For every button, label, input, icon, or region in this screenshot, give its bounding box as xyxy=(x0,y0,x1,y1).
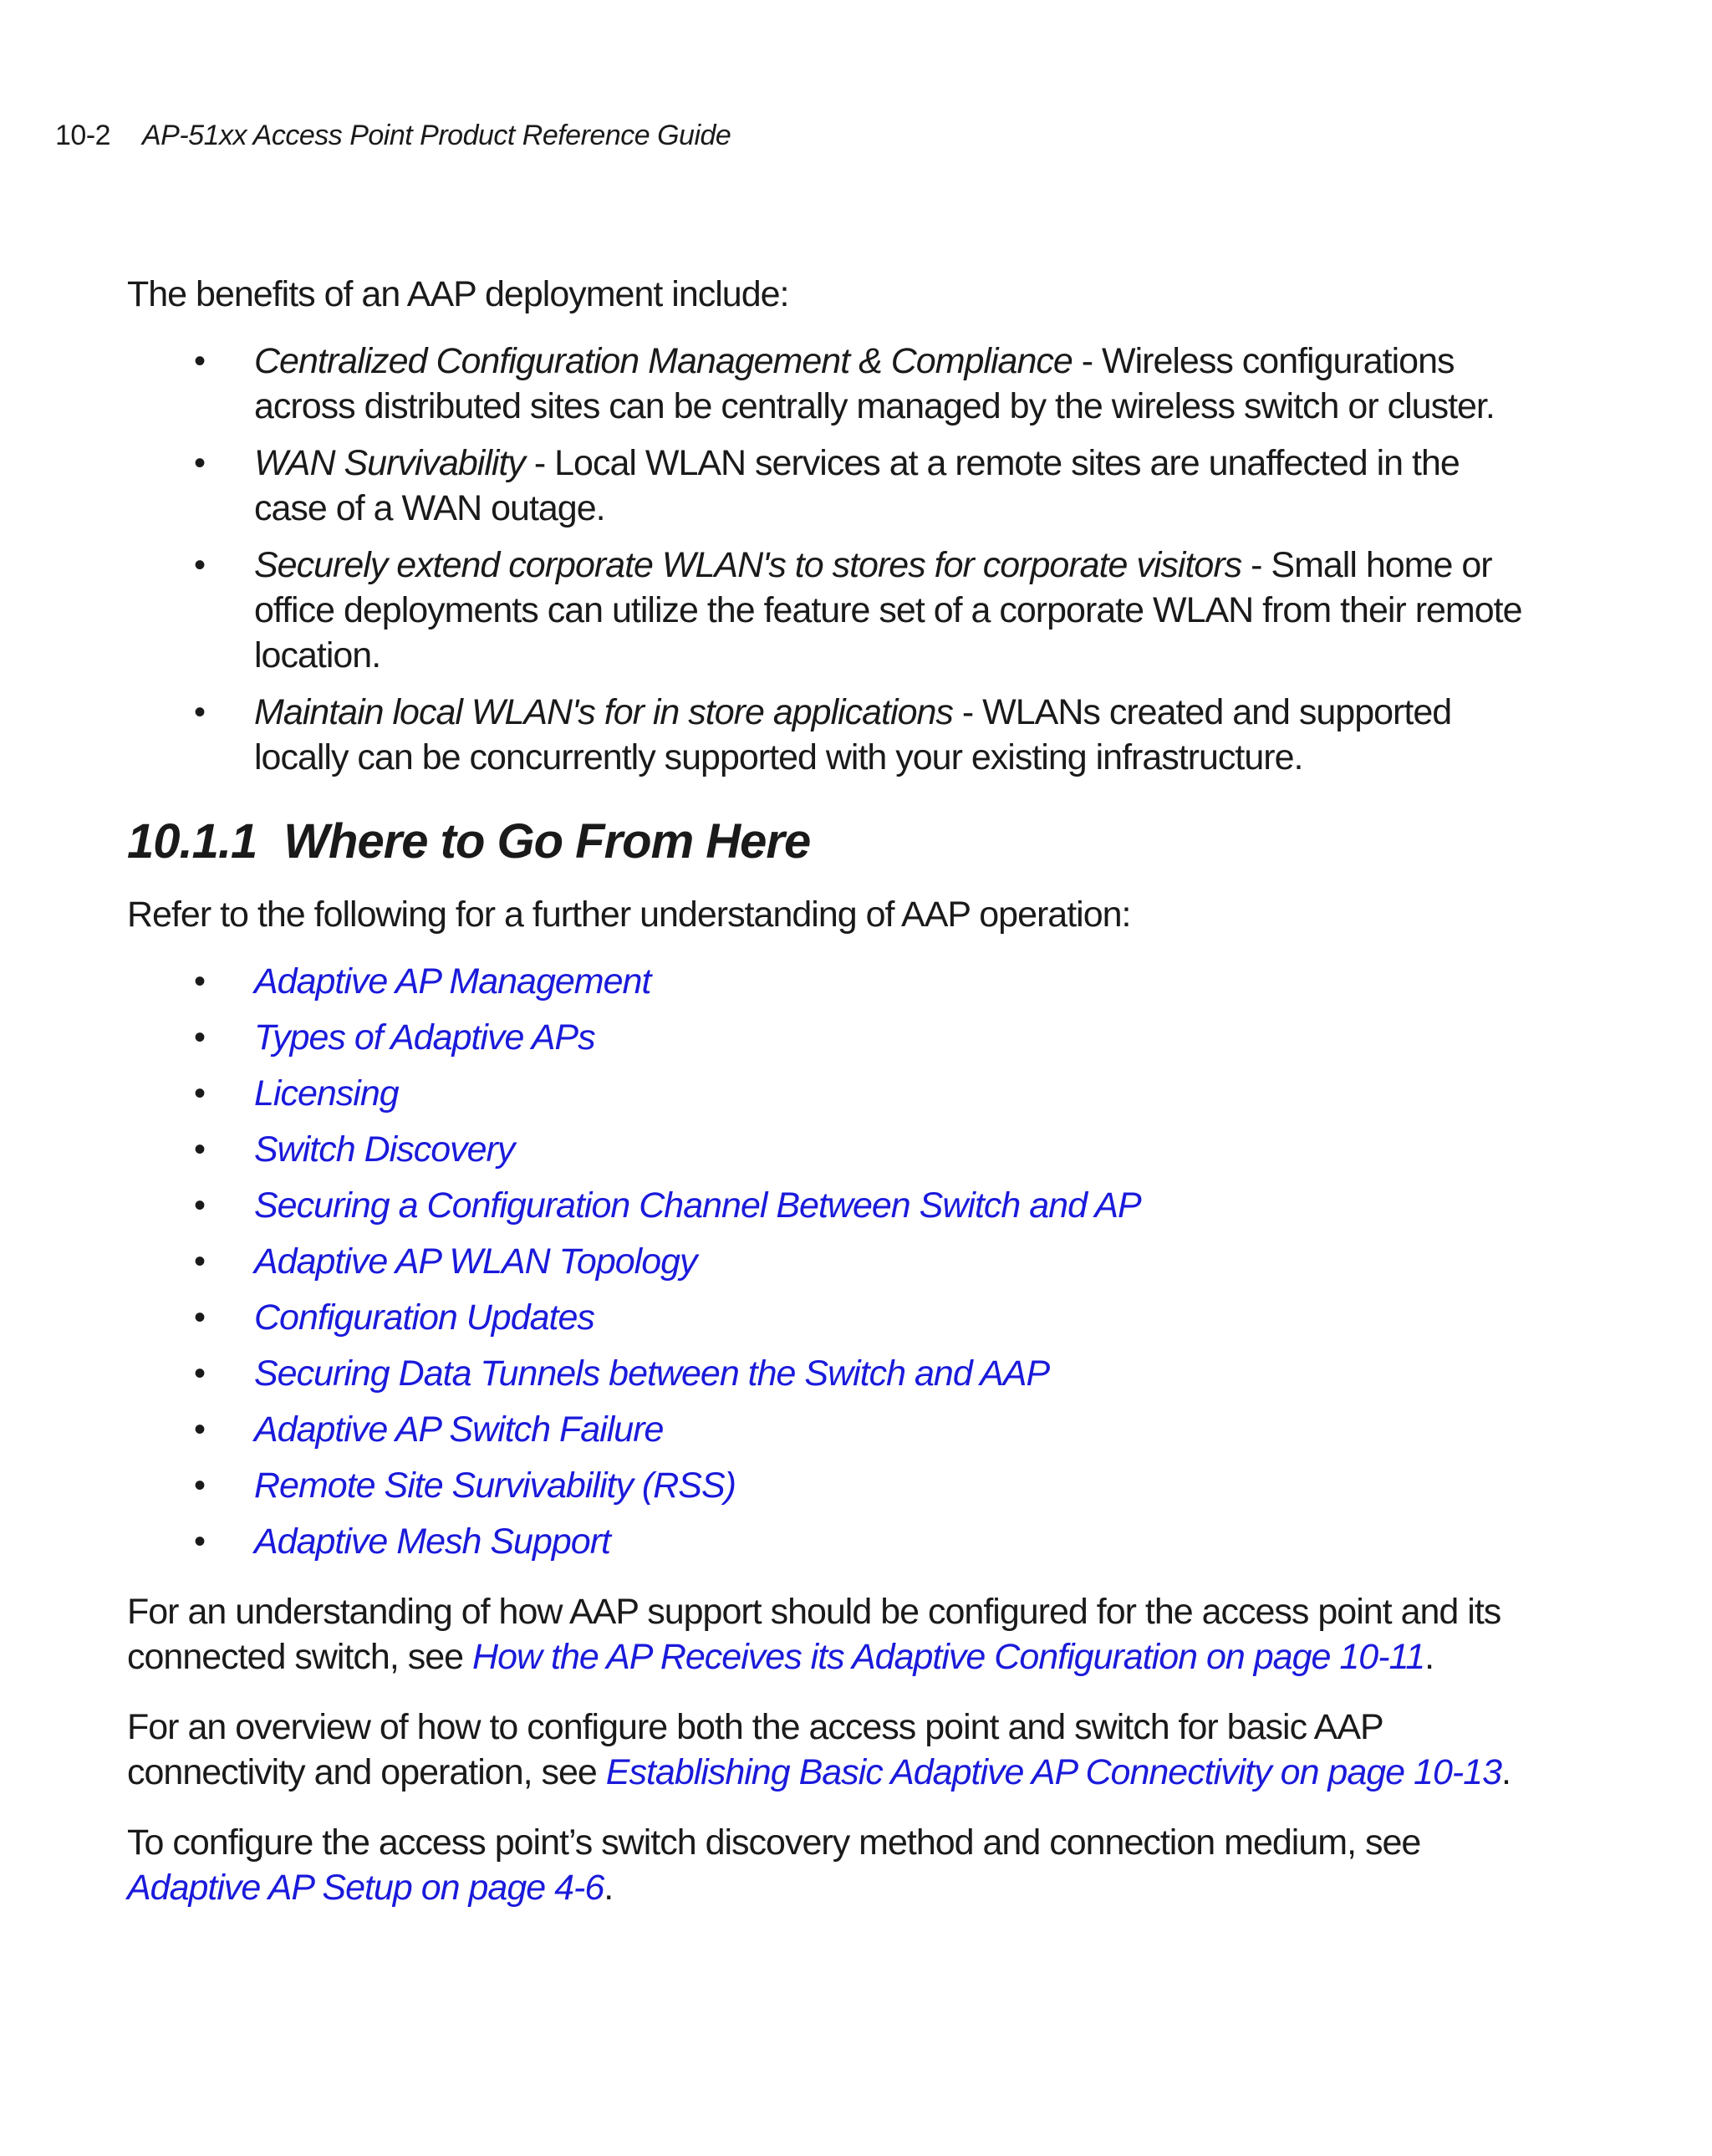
bullet-icon: • xyxy=(194,1467,206,1504)
bullet-icon: • xyxy=(194,1243,206,1280)
bullet-icon: • xyxy=(194,694,206,731)
benefit-item xyxy=(127,543,1531,678)
link-switch-discovery[interactable]: Switch Discovery xyxy=(254,1129,515,1170)
link-adaptive-mesh-support[interactable]: Adaptive Mesh Support xyxy=(254,1521,610,1562)
link-adaptive-ap-wlan-topology[interactable]: Adaptive AP WLAN Topology xyxy=(254,1241,697,1282)
section-title: Where to Go From Here xyxy=(283,814,811,869)
list-item xyxy=(127,1407,1531,1452)
benefit-text: - Small home or office deployments can utilize the feature set of a corporate WLAN from their remote location. xyxy=(254,545,1522,675)
link-adaptive-ap-switch-failure[interactable]: Adaptive AP Switch Failure xyxy=(254,1409,664,1450)
bullet-icon: • xyxy=(194,963,206,1000)
list-item xyxy=(127,1071,1531,1116)
reference-text: To configure the access point’s switch discovery method and connection medium, see xyxy=(127,1822,1421,1863)
refer-intro: Refer to the following for a further understanding of AAP operation: xyxy=(127,895,1131,935)
list-item xyxy=(127,1127,1531,1172)
bullet-icon: • xyxy=(194,343,206,380)
link-securing-data-tunnels[interactable]: Securing Data Tunnels between the Switch and AAP xyxy=(254,1353,1050,1394)
section-number: 10.1.1 xyxy=(127,814,257,869)
bullet-icon: • xyxy=(194,1355,206,1392)
bullet-icon: • xyxy=(194,1411,206,1448)
page-header xyxy=(55,117,731,154)
bullet-icon: • xyxy=(194,445,206,482)
benefit-text: - Local WLAN services at a remote sites are unaffected in the case of a WAN outage. xyxy=(254,443,1460,528)
list-item xyxy=(127,1295,1531,1340)
benefit-term: WAN Survivability xyxy=(254,443,525,483)
benefit-term: Centralized Configuration Management & Compliance xyxy=(254,341,1073,381)
bullet-icon: • xyxy=(194,1523,206,1560)
page-content xyxy=(127,272,1531,1910)
reference-text: For an understanding of how AAP support should be configured for the access point and its connected switch, see xyxy=(127,1592,1501,1677)
benefit-item xyxy=(127,339,1531,429)
list-item xyxy=(127,1239,1531,1284)
list-item xyxy=(127,1183,1531,1228)
benefit-item xyxy=(127,441,1531,531)
link-types-of-adaptive-aps[interactable]: Types of Adaptive APs xyxy=(254,1017,595,1058)
list-item xyxy=(127,959,1531,1004)
bullet-icon: • xyxy=(194,1019,206,1056)
bullet-icon: • xyxy=(194,1075,206,1112)
bullet-icon: • xyxy=(194,1131,206,1168)
link-adaptive-ap-management[interactable]: Adaptive AP Management xyxy=(254,961,651,1002)
link-basic-adaptive-connectivity[interactable]: Establishing Basic Adaptive AP Connectivity on page 10-13 xyxy=(605,1752,1502,1792)
benefit-item xyxy=(127,690,1531,780)
link-adaptive-ap-setup[interactable]: Adaptive AP Setup on page 4-6 xyxy=(127,1868,604,1908)
link-licensing[interactable]: Licensing xyxy=(254,1073,399,1114)
bullet-icon: • xyxy=(194,1187,206,1224)
bullet-icon: • xyxy=(194,1299,206,1336)
list-item xyxy=(127,1463,1531,1508)
link-remote-site-survivability[interactable]: Remote Site Survivability (RSS) xyxy=(254,1465,736,1506)
benefit-term: Securely extend corporate WLAN's to stores for corporate visitors xyxy=(254,545,1242,585)
page-number: 10-2 xyxy=(55,120,111,151)
benefits-list xyxy=(127,339,1531,780)
reference-text-end: . xyxy=(604,1868,614,1908)
benefit-text: - Wireless configurations across distributed sites can be centrally managed by the wireless switch or cluster. xyxy=(254,341,1495,426)
benefit-text: - WLANs created and supported locally can be concurrently supported with your existing infrastructure. xyxy=(254,692,1452,777)
reference-text: For an overview of how to configure both the access point and switch for basic AAP connectivity and operation, see xyxy=(127,1707,1383,1792)
reference-text-end: . xyxy=(1501,1752,1511,1792)
benefits-intro: The benefits of an AAP deployment include: xyxy=(127,274,789,314)
link-securing-configuration-channel[interactable]: Securing a Configuration Channel Between Switch and AP xyxy=(254,1185,1141,1226)
list-item xyxy=(127,1015,1531,1060)
related-links-list xyxy=(127,959,1531,1564)
benefit-term: Maintain local WLAN's for in store applications xyxy=(254,692,953,732)
reference-text-end: . xyxy=(1424,1637,1434,1677)
reference-paragraph xyxy=(127,1820,1531,1910)
bullet-icon: • xyxy=(194,547,206,584)
reference-paragraph xyxy=(127,1589,1531,1679)
list-item xyxy=(127,1351,1531,1396)
link-configuration-updates[interactable]: Configuration Updates xyxy=(254,1297,594,1338)
link-adaptive-configuration[interactable]: How the AP Receives its Adaptive Configuration on page 10-11 xyxy=(472,1637,1425,1677)
list-item xyxy=(127,1519,1531,1564)
guide-title: AP-51xx Access Point Product Reference Guide xyxy=(142,120,731,151)
reference-paragraph xyxy=(127,1705,1531,1795)
section-heading xyxy=(127,812,1531,872)
